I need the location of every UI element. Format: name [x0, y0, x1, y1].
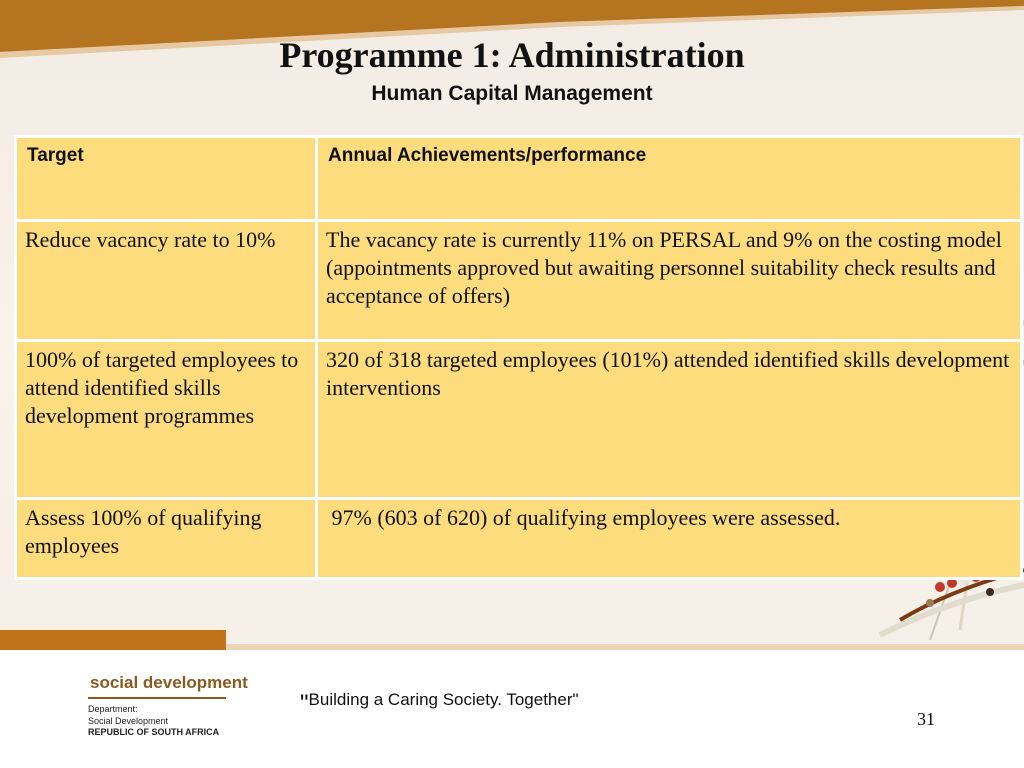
performance-table	[14, 135, 1023, 580]
bottom-decorative-band	[0, 628, 1024, 650]
slogan-text: Building a Caring Society. Together"	[308, 690, 579, 709]
brand-name: social development	[90, 673, 248, 692]
achievement-cell: 97% (603 of 620) of qualifying employees were assessed.	[317, 499, 1022, 579]
page-subtitle: Human Capital Management	[371, 82, 653, 105]
column-header-target: Target	[16, 137, 317, 221]
target-cell: Assess 100% of qualifying employees	[16, 499, 317, 579]
table-header-row	[16, 137, 1022, 221]
slogan	[300, 690, 579, 718]
country-name: REPUBLIC OF SOUTH AFRICA	[88, 727, 220, 737]
target-cell: 100% of targeted employees to attend identified skills development programmes	[16, 341, 317, 499]
column-header-achievement: Annual Achievements/performance	[317, 137, 1022, 221]
achievement-cell: 320 of 318 targeted employees (101%) attended identified skills development interventions	[317, 341, 1022, 499]
achievement-cell: The vacancy rate is currently 11% on PERSAL and 9% on the costing model (appointments approved but awaiting personnel suitability check results and acceptance of offers)	[317, 221, 1022, 341]
table-row	[16, 341, 1022, 499]
brand-divider	[88, 697, 226, 699]
target-cell: Reduce vacancy rate to 10%	[16, 221, 317, 341]
department-name: Social Development	[88, 716, 169, 726]
table-row	[16, 499, 1022, 579]
page-number: 31	[917, 709, 935, 729]
slogan-open-quote: "	[300, 690, 309, 717]
page-title: Programme 1: Administration	[279, 35, 745, 75]
department-label: Department:	[88, 704, 138, 714]
table-row	[16, 221, 1022, 341]
